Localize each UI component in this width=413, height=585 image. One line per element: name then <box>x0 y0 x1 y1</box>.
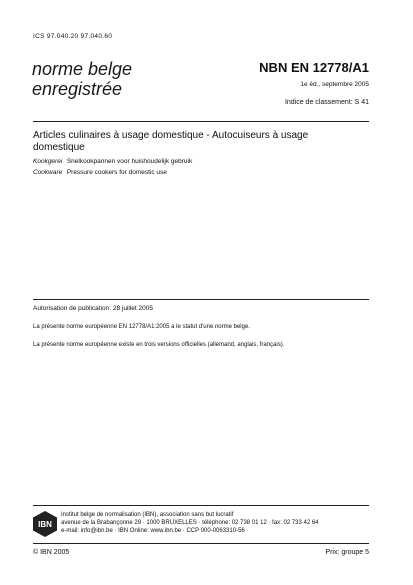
brand-title <box>32 59 132 99</box>
status-note: La présente norme européenne EN 12778/A1:2005 a le statut d'une norme belge. <box>33 324 250 330</box>
standard-number: NBN EN 12778/A1 <box>259 60 369 75</box>
divider <box>33 543 369 544</box>
translation-lang: Cookware <box>33 169 63 176</box>
ics-codes: ICS 97.040.20 97.040.60 <box>33 33 113 40</box>
divider <box>33 121 369 122</box>
translation-text: Pressure cookers for domestic use <box>66 169 167 176</box>
classification-index: Indice de classement: S 41 <box>284 99 369 106</box>
translation-text: Snelkookpannen voor huishoudelijk gebruik <box>66 158 193 165</box>
brand-line-1: norme belge <box>32 59 133 79</box>
publication-authorization: Autorisation de publication: 28 juillet 2005 <box>33 305 153 312</box>
institute-info <box>61 511 319 535</box>
translation-dutch <box>33 158 192 165</box>
translation-lang: Kookgerei <box>33 158 63 165</box>
brand-line-2: enregistrée <box>32 79 123 99</box>
institute-name: Institut belge de normalisation (IBN), association sans but lucratif <box>61 512 234 518</box>
divider <box>33 299 369 300</box>
institute-address: avenue de la Brabançonne 29 · 1000 BRUXELLES · téléphone: 02 738 01 12 · fax: 02 733 42 64 <box>61 520 319 526</box>
ibn-logo-icon <box>33 511 57 537</box>
copyright: © IBN 2005 <box>33 549 70 556</box>
price-group: Prix: groupe 5 <box>325 549 369 556</box>
logo-text: IBN <box>38 520 52 529</box>
institute-contact: e-mail: info@ibn.be · IBN Online: www.ibn.be · CCP 000-0063310-56 <box>61 528 245 534</box>
translation-english <box>33 169 167 176</box>
divider <box>33 505 369 506</box>
versions-note: La présente norme européenne existe en trois versions officielles (allemand, anglais, français). <box>33 342 285 348</box>
edition-date: 1e éd., septembre 2005 <box>300 81 369 88</box>
document-title: Articles culinaires à usage domestique - Autocuiseurs à usage domestique <box>33 130 309 153</box>
